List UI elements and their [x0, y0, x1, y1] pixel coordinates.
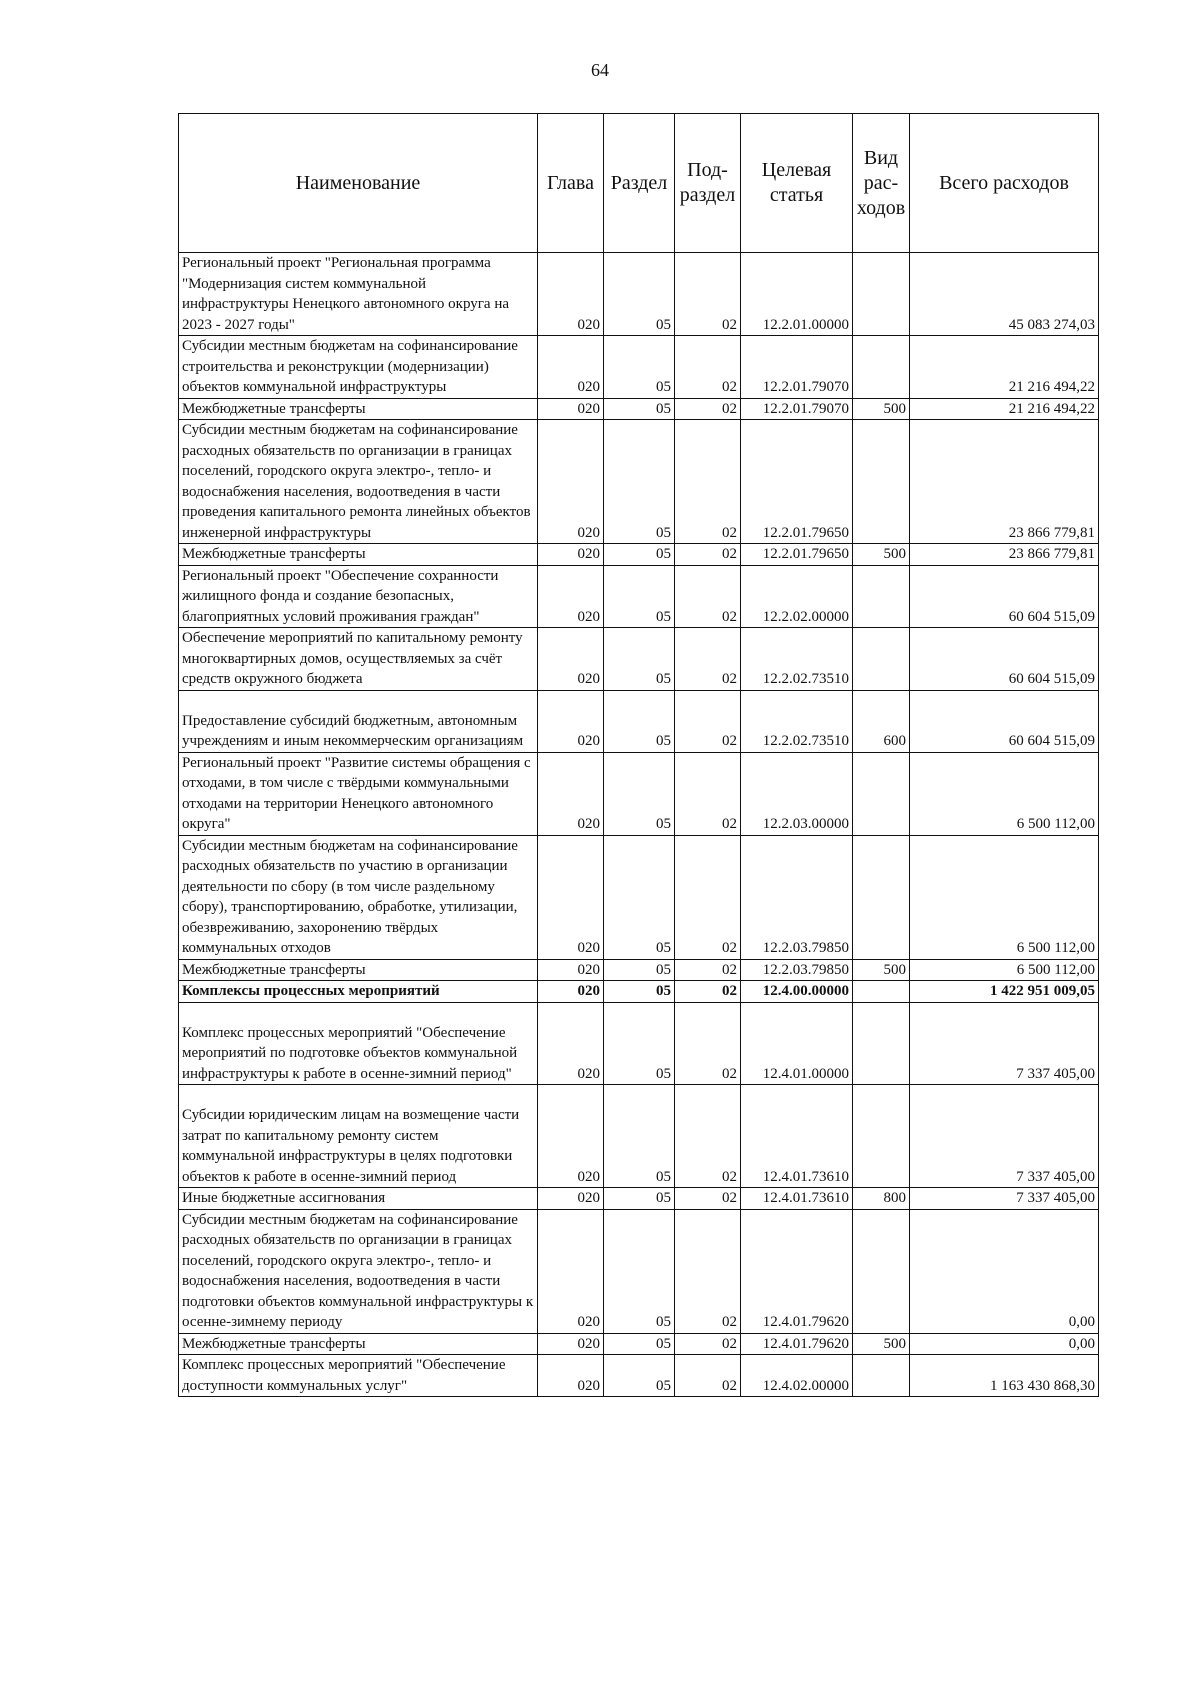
row-name-cell: Межбюджетные трансферты: [179, 398, 538, 420]
row-section-cell: 05: [604, 959, 675, 981]
row-total-cell: 23 866 779,81: [910, 420, 1099, 544]
row-chapter-cell: 020: [538, 835, 604, 959]
row-subsection-cell: 02: [675, 544, 741, 566]
row-total-cell: 6 500 112,00: [910, 959, 1099, 981]
row-subsection-cell: 02: [675, 1333, 741, 1355]
row-expense-type-cell: [853, 336, 910, 399]
row-section-cell: 05: [604, 1002, 675, 1085]
table-row: [179, 835, 1099, 959]
table-row: [179, 1355, 1099, 1397]
row-name-cell: Субсидии местным бюджетам на софинансирование расходных обязательств по организации в границах поселений, городского округа электро-, тепло- и водоснабжения населения, водоотведения в части проведения капитального ремонта линейных объектов инженерной инфраструктуры: [179, 420, 538, 544]
row-section-cell: 05: [604, 1209, 675, 1333]
row-target-cell: 12.2.02.73510: [741, 690, 853, 752]
row-name-cell: [179, 1085, 538, 1188]
row-chapter-cell: 020: [538, 752, 604, 835]
table-row: [179, 1085, 1099, 1188]
table-row: [179, 690, 1099, 752]
table-row: [179, 420, 1099, 544]
row-total-cell: 45 083 274,03: [910, 253, 1099, 336]
row-total-cell: 7 337 405,00: [910, 1085, 1099, 1188]
row-name-cell: Комплекс процессных мероприятий "Обеспечение доступности коммунальных услуг": [179, 1355, 538, 1397]
row-chapter-cell: 020: [538, 981, 604, 1003]
row-total-cell: 7 337 405,00: [910, 1002, 1099, 1085]
row-expense-type-cell: [853, 628, 910, 691]
table-row: [179, 253, 1099, 336]
row-name-cell: Иные бюджетные ассигнования: [179, 1188, 538, 1210]
row-expense-type-cell: [853, 981, 910, 1003]
row-total-cell: 60 604 515,09: [910, 565, 1099, 628]
header-chapter: Глава: [538, 114, 604, 253]
row-total-cell: 7 337 405,00: [910, 1188, 1099, 1210]
table-row: [179, 1333, 1099, 1355]
row-expense-type-cell: [853, 420, 910, 544]
table-row: [179, 752, 1099, 835]
row-total-cell: 0,00: [910, 1333, 1099, 1355]
row-target-cell: 12.2.03.00000: [741, 752, 853, 835]
row-name-cell: Региональный проект "Региональная программа "Модернизация систем коммунальной инфраструктуры Ненецкого автономного округа на 2023 - 2027 годы": [179, 253, 538, 336]
row-subsection-cell: 02: [675, 253, 741, 336]
row-expense-type-cell: [853, 1085, 910, 1188]
row-chapter-cell: 020: [538, 565, 604, 628]
row-target-cell: 12.4.01.79620: [741, 1333, 853, 1355]
table-row: [179, 398, 1099, 420]
row-expense-type-cell: [853, 1355, 910, 1397]
row-target-cell: 12.2.01.79070: [741, 398, 853, 420]
row-expense-type-cell: 500: [853, 1333, 910, 1355]
table-row: [179, 959, 1099, 981]
expenditure-table: [178, 113, 1099, 1397]
row-section-cell: 05: [604, 1188, 675, 1210]
row-subsection-cell: 02: [675, 1188, 741, 1210]
row-name-cell: Обеспечение мероприятий по капитальному ремонту многоквартирных домов, осуществляемых за счёт средств окружного бюджета: [179, 628, 538, 691]
row-chapter-cell: 020: [538, 1333, 604, 1355]
row-total-cell: 0,00: [910, 1209, 1099, 1333]
row-section-cell: 05: [604, 398, 675, 420]
row-section-cell: 05: [604, 752, 675, 835]
row-section-cell: 05: [604, 690, 675, 752]
row-target-cell: 12.2.02.00000: [741, 565, 853, 628]
row-name-text: Комплекс процессных мероприятий "Обеспечение мероприятий по подготовке объектов коммунальной инфраструктуры к работе в осенне-зимний период": [182, 1024, 518, 1082]
row-chapter-cell: 020: [538, 1188, 604, 1210]
row-expense-type-cell: 800: [853, 1188, 910, 1210]
row-name-cell: Региональный проект "Развитие системы обращения с отходами, в том числе с твёрдыми коммунальными отходами на территории Ненецкого автономного округа": [179, 752, 538, 835]
page-number: 64: [591, 60, 609, 80]
header-name: Наименование: [179, 114, 538, 253]
cell-spacer: [182, 1003, 534, 1023]
row-name-cell: [179, 1002, 538, 1085]
row-subsection-cell: 02: [675, 1085, 741, 1188]
row-name-cell: [179, 690, 538, 752]
cell-spacer: [182, 691, 534, 711]
row-total-cell: 21 216 494,22: [910, 398, 1099, 420]
table-row: [179, 1209, 1099, 1333]
row-subsection-cell: 02: [675, 959, 741, 981]
row-name-cell: Межбюджетные трансферты: [179, 1333, 538, 1355]
table-row: [179, 1002, 1099, 1085]
row-chapter-cell: 020: [538, 420, 604, 544]
row-section-cell: 05: [604, 981, 675, 1003]
row-name-cell: Межбюджетные трансферты: [179, 959, 538, 981]
row-total-cell: 23 866 779,81: [910, 544, 1099, 566]
row-subsection-cell: 02: [675, 690, 741, 752]
header-subsection: Под-раздел: [675, 114, 741, 253]
row-target-cell: 12.4.01.79620: [741, 1209, 853, 1333]
header-total: Всего расходов: [910, 114, 1099, 253]
row-chapter-cell: 020: [538, 628, 604, 691]
row-expense-type-cell: [853, 1002, 910, 1085]
row-target-cell: 12.2.02.73510: [741, 628, 853, 691]
row-total-cell: 6 500 112,00: [910, 835, 1099, 959]
row-section-cell: 05: [604, 253, 675, 336]
row-subsection-cell: 02: [675, 1002, 741, 1085]
row-total-cell: 60 604 515,09: [910, 690, 1099, 752]
row-section-cell: 05: [604, 835, 675, 959]
row-section-cell: 05: [604, 1355, 675, 1397]
row-name-cell: Региональный проект "Обеспечение сохранности жилищного фонда и создание безопасных, благоприятных условий проживания граждан": [179, 565, 538, 628]
row-name-cell: Межбюджетные трансферты: [179, 544, 538, 566]
row-chapter-cell: 020: [538, 253, 604, 336]
row-name-cell: Субсидии местным бюджетам на софинансирование строительства и реконструкции (модернизации) объектов коммунальной инфраструктуры: [179, 336, 538, 399]
row-chapter-cell: 020: [538, 959, 604, 981]
row-expense-type-cell: 500: [853, 959, 910, 981]
row-expense-type-cell: [853, 835, 910, 959]
row-chapter-cell: 020: [538, 1085, 604, 1188]
row-target-cell: 12.4.01.73610: [741, 1188, 853, 1210]
row-target-cell: 12.2.01.00000: [741, 253, 853, 336]
row-expense-type-cell: 500: [853, 398, 910, 420]
row-name-cell: Субсидии местным бюджетам на софинансирование расходных обязательств по участию в организации деятельности по сбору (в том числе раздельному сбору), транспортированию, обработке, утилизации, обезвреживанию, захоронению твёрдых коммунальных отходов: [179, 835, 538, 959]
row-name-text: Предоставление субсидий бюджетным, автономным учреждениям и иным некоммерческим организациям: [182, 712, 524, 749]
table-row: [179, 544, 1099, 566]
row-subsection-cell: 02: [675, 835, 741, 959]
row-target-cell: 12.4.01.00000: [741, 1002, 853, 1085]
row-name-text: Субсидии юридическим лицам на возмещение части затрат по капитальному ремонту систем коммунальной инфраструктуры в целях подготовки объектов к работе в осенне-зимний период: [182, 1107, 520, 1185]
row-subsection-cell: 02: [675, 981, 741, 1003]
table-header-row: [179, 114, 1099, 253]
row-total-cell: 1 422 951 009,05: [910, 981, 1099, 1003]
row-subsection-cell: 02: [675, 1355, 741, 1397]
row-chapter-cell: 020: [538, 544, 604, 566]
row-subsection-cell: 02: [675, 565, 741, 628]
row-section-cell: 05: [604, 1085, 675, 1188]
row-section-cell: 05: [604, 336, 675, 399]
row-section-cell: 05: [604, 544, 675, 566]
cell-spacer: [182, 1085, 534, 1105]
table-row: [179, 628, 1099, 691]
row-name-cell: Субсидии местным бюджетам на софинансирование расходных обязательств по организации в границах поселений, городского округа электро-, тепло- и водоснабжения населения, водоотведения в части подготовки объектов коммунальной инфраструктуры к осенне-зимнему периоду: [179, 1209, 538, 1333]
row-subsection-cell: 02: [675, 628, 741, 691]
row-section-cell: 05: [604, 628, 675, 691]
row-total-cell: 6 500 112,00: [910, 752, 1099, 835]
row-target-cell: 12.2.03.79850: [741, 959, 853, 981]
table-row: [179, 981, 1099, 1003]
row-chapter-cell: 020: [538, 690, 604, 752]
row-target-cell: 12.4.00.00000: [741, 981, 853, 1003]
row-target-cell: 12.2.03.79850: [741, 835, 853, 959]
row-chapter-cell: 020: [538, 336, 604, 399]
row-total-cell: 60 604 515,09: [910, 628, 1099, 691]
row-target-cell: 12.2.01.79650: [741, 544, 853, 566]
row-target-cell: 12.4.01.73610: [741, 1085, 853, 1188]
table-row: [179, 1188, 1099, 1210]
row-name-cell: Комплексы процессных мероприятий: [179, 981, 538, 1003]
header-target: Целевая статья: [741, 114, 853, 253]
row-expense-type-cell: [853, 752, 910, 835]
row-subsection-cell: 02: [675, 1209, 741, 1333]
row-total-cell: 1 163 430 868,30: [910, 1355, 1099, 1397]
table-row: [179, 565, 1099, 628]
table-row: [179, 336, 1099, 399]
row-chapter-cell: 020: [538, 1209, 604, 1333]
row-expense-type-cell: [853, 565, 910, 628]
row-subsection-cell: 02: [675, 752, 741, 835]
row-target-cell: 12.2.01.79070: [741, 336, 853, 399]
row-chapter-cell: 020: [538, 398, 604, 420]
row-expense-type-cell: 500: [853, 544, 910, 566]
row-target-cell: 12.2.01.79650: [741, 420, 853, 544]
row-subsection-cell: 02: [675, 420, 741, 544]
row-target-cell: 12.4.02.00000: [741, 1355, 853, 1397]
row-chapter-cell: 020: [538, 1002, 604, 1085]
row-total-cell: 21 216 494,22: [910, 336, 1099, 399]
header-section: Раздел: [604, 114, 675, 253]
table-body: [179, 253, 1099, 1397]
row-section-cell: 05: [604, 1333, 675, 1355]
header-expense-type: Вид рас-ходов: [853, 114, 910, 253]
row-chapter-cell: 020: [538, 1355, 604, 1397]
row-section-cell: 05: [604, 565, 675, 628]
row-expense-type-cell: [853, 1209, 910, 1333]
row-subsection-cell: 02: [675, 398, 741, 420]
row-expense-type-cell: 600: [853, 690, 910, 752]
row-expense-type-cell: [853, 253, 910, 336]
row-subsection-cell: 02: [675, 336, 741, 399]
row-section-cell: 05: [604, 420, 675, 544]
